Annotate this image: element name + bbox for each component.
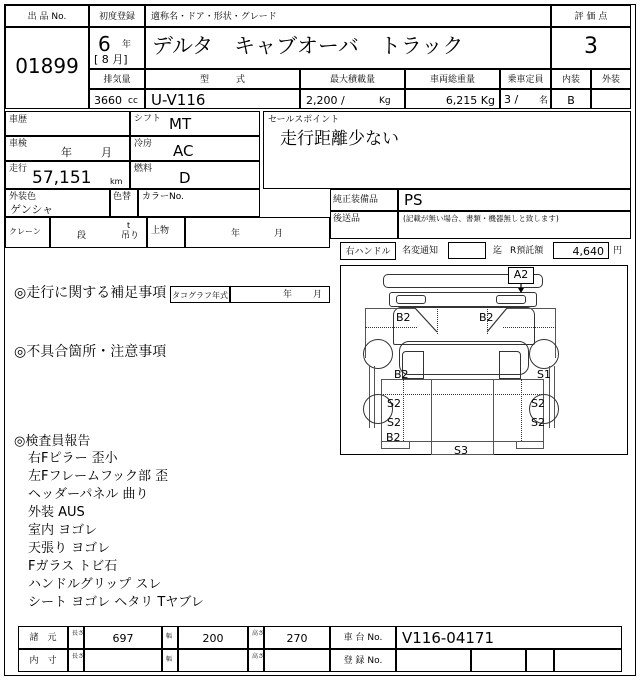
dims-width-label: 幅 (166, 633, 173, 640)
model-name-label: 適称名・ドア・形状・グレード (151, 12, 277, 22)
max-load-label-cell (300, 69, 405, 89)
ac-cell (130, 136, 260, 161)
name-change-label: 名変通知 (402, 246, 439, 256)
genuine-equipment-value-cell (398, 189, 631, 211)
recycle-unit: 円 (613, 246, 623, 256)
until-label: 迄 (493, 246, 503, 256)
inspector-item: 外装 AUS (28, 505, 85, 520)
max-load-label: 最大積載量 (329, 75, 375, 85)
gross-weight-label-cell (405, 69, 500, 89)
registration-extra-cell-1 (471, 649, 526, 672)
mileage-value: 57,151 (32, 168, 92, 188)
inner-height-label: 高さ (252, 653, 265, 660)
body-label: 上物 (151, 226, 170, 236)
first-reg-label-cell (89, 5, 145, 27)
defect-label: ◎不具合箇所・注意事項 (14, 344, 167, 360)
chassis-label: 車 台 No. (343, 633, 383, 643)
displacement-label-cell (89, 69, 145, 89)
genuine-equipment-label-cell (330, 189, 398, 211)
diagram-mark-s1-front-right: S1 (537, 368, 551, 381)
body-year-unit: 年 (231, 229, 241, 239)
diagram-mark-b2-rear-left: B2 (386, 431, 401, 444)
capacity-label-cell (500, 69, 551, 89)
dims-height-label-cell (248, 626, 264, 649)
inspector-item: 天張り ヨゴレ (28, 541, 111, 556)
capacity-value-cell (500, 89, 551, 109)
max-load-value: 2,200 / (306, 94, 345, 107)
dims-width-label-cell (162, 626, 178, 649)
capacity-unit: 名 (539, 96, 549, 106)
inner-width-label-cell (162, 649, 178, 672)
mileage-cell (5, 161, 130, 189)
diagram-mark-s2-left-upper: S2 (387, 397, 401, 410)
diagram-mark-b2-cab-center: B2 (479, 311, 494, 324)
displacement-value-cell (89, 89, 145, 109)
body-date-cell (185, 217, 330, 248)
mileage-label: 走行 (9, 164, 28, 174)
chassis-value-cell (396, 626, 622, 649)
first-reg-value-cell (89, 27, 145, 69)
sales-point-cell (263, 111, 631, 189)
model-name: デルタ キャブオーバ トラック (152, 34, 464, 58)
dims-label: 諸 元 (29, 633, 57, 643)
shaken-label: 車検 (9, 139, 28, 149)
handle-badge (340, 242, 396, 260)
color-change-label: 色替 (113, 192, 132, 202)
registration-extra-cell-2 (526, 649, 554, 672)
crane-label: クレーン (9, 227, 41, 236)
grade-label: 評 価 点 (574, 12, 608, 22)
grade-value-cell (551, 27, 631, 69)
first-reg-label: 初度登録 (98, 12, 135, 22)
inner-length-value-cell (84, 649, 162, 672)
dims-length-label: 長さ (72, 630, 85, 637)
inspector-item: シート ヨゴレ ヘタリ Tヤブレ (28, 595, 204, 610)
later-ship-label: 後送品 (333, 214, 361, 224)
recycle-value: 4,640 (572, 245, 604, 258)
mileage-note-label: ◎走行に関する補足事項 (14, 285, 167, 301)
sales-point-label: セールスポイント (268, 115, 340, 125)
later-ship-value-cell (398, 211, 631, 239)
color-no-label: カラーNo. (142, 192, 184, 202)
exterior-label: 外装 (601, 75, 620, 85)
mileage-unit: km (110, 177, 123, 186)
inspector-item: ヘッダーパネル 曲り (28, 487, 149, 502)
grade-label-cell (551, 5, 631, 27)
color-no-cell (138, 189, 260, 217)
model-name-label-cell (145, 5, 551, 27)
diagram-mark-a2: A2 (513, 268, 529, 281)
history-cell (5, 111, 130, 136)
lot-number-cell (5, 27, 89, 109)
exterior-value-cell (591, 89, 631, 109)
shaken-cell (5, 136, 130, 161)
dims-height-value: 270 (286, 632, 308, 645)
fuel-cell (130, 161, 260, 189)
registration-label: 登 録 No. (343, 656, 383, 666)
dims-length-value-cell (84, 626, 162, 649)
exterior-color-label: 外装色 (9, 192, 37, 202)
gross-weight-value: 6,215 Kg (445, 94, 495, 107)
exterior-label-cell (591, 69, 631, 89)
crane-stage-label: 段 (77, 231, 87, 241)
max-load-value-cell (300, 89, 405, 109)
lot-label: 出 品 No. (27, 12, 67, 22)
exterior-color-value: ゲンシャ (10, 203, 54, 216)
crane-lift-label: 吊り (121, 231, 140, 241)
handle-label: 右ハンドル (345, 247, 391, 257)
history-label: 車歴 (9, 115, 28, 125)
inspector-item: 室内 ヨゴレ (28, 523, 98, 538)
diagram-mark-s2-left-lower: S2 (387, 416, 401, 429)
registration-label-cell (330, 649, 396, 672)
shaken-month-unit: 月 (101, 146, 112, 159)
registration-extra-cell-3 (554, 649, 622, 672)
ac-label: 冷房 (134, 139, 153, 149)
shaken-year-unit: 年 (61, 146, 72, 159)
lot-number: 01899 (15, 54, 79, 78)
grade-value: 3 (584, 34, 598, 59)
diagram-mark-s3-rear: S3 (454, 444, 468, 457)
model-name-value-cell (145, 27, 551, 69)
interior-value-cell (551, 89, 591, 109)
tacho-year-unit: 年 (283, 290, 293, 300)
vehicle-damage-diagram (340, 265, 628, 455)
inner-label-cell (18, 649, 68, 672)
inner-width-value-cell (178, 649, 248, 672)
genuine-equipment-value: PS (404, 191, 423, 209)
interior-label: 内装 (561, 75, 580, 85)
capacity-value: 3 / (504, 93, 519, 106)
recycle-label: R預託額 (510, 246, 544, 256)
shift-cell (130, 111, 260, 136)
ac-value: AC (173, 142, 194, 160)
inner-height-label-cell (248, 649, 264, 672)
gross-weight-label: 車両総重量 (429, 75, 475, 85)
exterior-color-cell (5, 189, 110, 217)
gross-weight-value-cell (405, 89, 500, 109)
type-value: U-V116 (151, 91, 206, 109)
inner-length-label-cell (68, 649, 84, 672)
lot-label-cell (5, 5, 89, 27)
diagram-mark-s2-right-lower: S2 (531, 416, 545, 429)
dims-label-cell (18, 626, 68, 649)
genuine-equipment-label: 純正装備品 (333, 195, 379, 205)
first-reg-year-unit: 年 (122, 40, 132, 50)
fuel-value: D (179, 169, 191, 187)
displacement-label: 排気量 (103, 75, 131, 85)
interior-value: B (567, 94, 575, 107)
inner-width-label: 幅 (166, 656, 173, 663)
name-change-input[interactable] (448, 242, 486, 259)
type-value-cell (145, 89, 300, 109)
displacement-unit: cc (128, 96, 138, 106)
shift-value: MT (169, 115, 192, 133)
dims-width-value-cell (178, 626, 248, 649)
fuel-label: 燃料 (134, 164, 153, 174)
inner-height-value-cell (264, 649, 330, 672)
registration-value-cell (396, 649, 471, 672)
color-change-cell (110, 189, 138, 217)
dims-height-label: 高さ (252, 630, 265, 637)
dims-height-value-cell (264, 626, 330, 649)
inspector-item: Fガラス トビ石 (28, 559, 118, 574)
body-label-cell (147, 217, 185, 248)
diagram-mark-b2-front-lower: B2 (394, 368, 409, 381)
inspector-report-list (28, 450, 328, 612)
later-ship-label-cell (330, 211, 398, 239)
dims-length-value: 697 (112, 632, 134, 645)
diagram-mark-s2-right-upper: S2 (531, 397, 545, 410)
tacho-label: タコグラフ年式 (172, 291, 228, 300)
body-month-unit: 月 (274, 229, 284, 239)
displacement-value: 3660 (94, 94, 122, 107)
inner-length-label: 長さ (72, 653, 85, 660)
crane-lift-unit: t (127, 221, 131, 230)
first-reg-year: 6 (98, 32, 111, 56)
diagram-a2-leader-line (341, 266, 629, 456)
diagram-mark-b2-front-left: B2 (396, 311, 411, 324)
crane-cell (5, 217, 50, 248)
type-label-cell (145, 69, 300, 89)
first-reg-month: [ 8 月] (94, 53, 128, 66)
inspector-label: ◎検査員報告 (14, 434, 91, 449)
capacity-label: 乗車定員 (507, 75, 544, 85)
inner-label: 内 寸 (29, 656, 57, 666)
later-ship-note: (記載が無い場合、書類・機器無しと致します) (403, 214, 559, 223)
recycle-value-cell (553, 242, 609, 259)
tacho-value-cell[interactable] (230, 286, 330, 303)
sales-point-text: 走行距離少ない (280, 129, 399, 149)
chassis-label-cell (330, 626, 396, 649)
inspector-item: 右Fピラー 歪小 (28, 451, 118, 466)
dims-length-label-cell (68, 626, 84, 649)
interior-label-cell (551, 69, 591, 89)
dims-width-value: 200 (202, 632, 224, 645)
max-load-unit: Kg (379, 96, 391, 106)
chassis-value: V116-04171 (402, 629, 495, 647)
shift-label: シフト (134, 114, 162, 124)
type-label: 型 式 (199, 75, 245, 85)
inspector-item: ハンドルグリップ スレ (28, 577, 162, 592)
tacho-label-cell (170, 286, 230, 303)
crane-stage-cell (50, 217, 147, 248)
tacho-month-unit: 月 (313, 290, 323, 300)
inspector-item: 左Fフレームフック部 歪 (28, 469, 169, 484)
